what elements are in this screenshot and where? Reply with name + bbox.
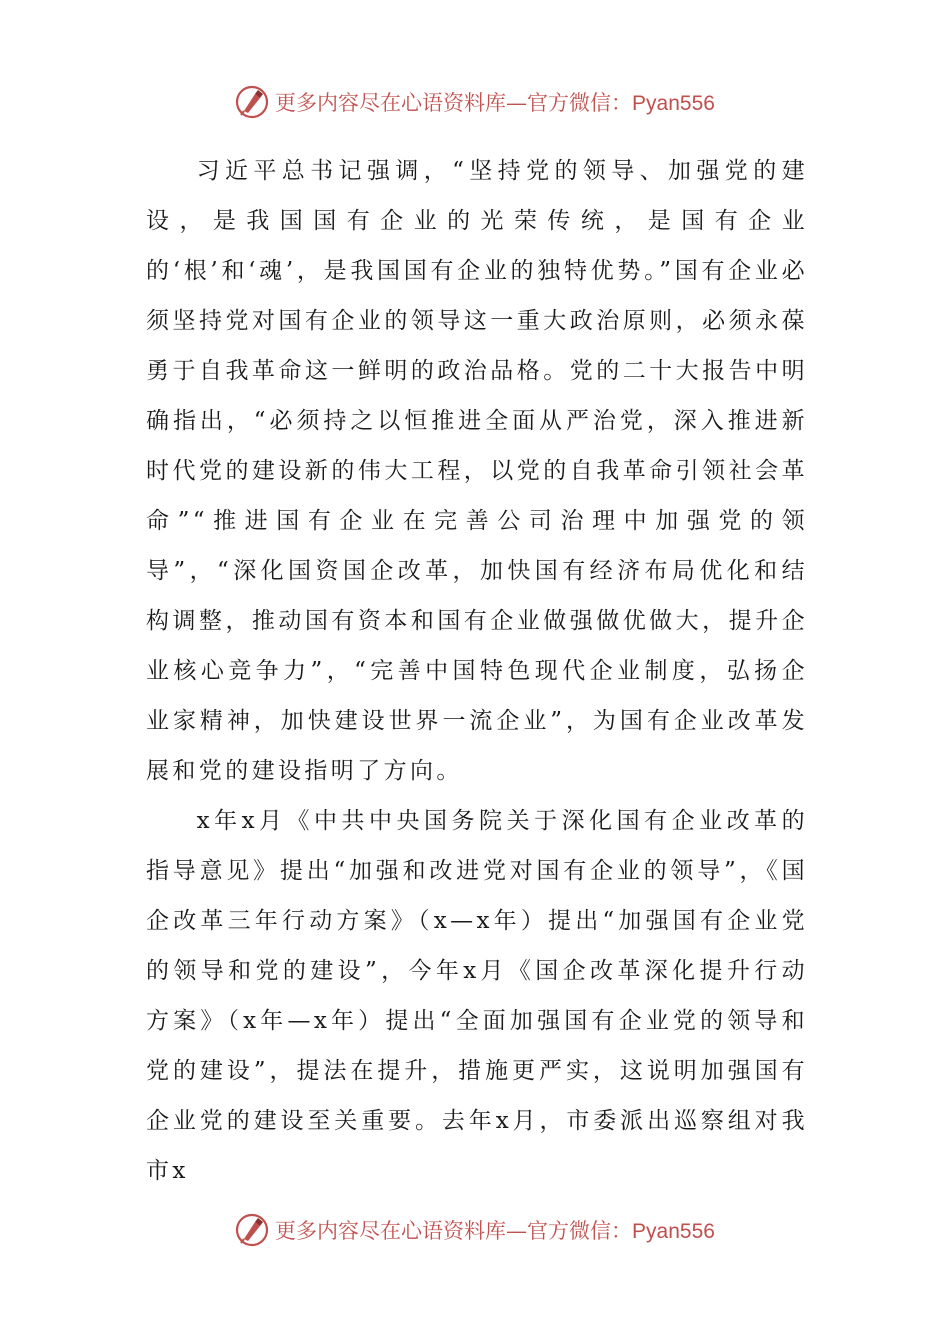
banner-text (275, 87, 715, 117)
banner-wechat-id: Pyan556 (632, 1220, 715, 1243)
pen-nib-logo-icon (235, 85, 269, 119)
banner-text (275, 1215, 715, 1245)
document-body (146, 146, 808, 1196)
pen-nib-logo-icon (235, 1213, 269, 1247)
banner-text-cn: 更多内容尽在心语资料库—官方微信： (275, 1219, 633, 1243)
paragraph-2: x年x月《中共中央国务院关于深化国有企业改革的指导意见》提出“加强和改进党对国有企业的领导”，《国企改革三年行动方案》（x—x年）提出“加强国有企业党的领导和党的建设”，今年x月《国企改革深化提升行动方案》（x年—x年）提出“全面加强国有企业党的领导和党的建设”，提法在提升，措施更严实，这说明加强国有企业党的建设至关重要。去年x月，市委派出巡察组对我市x (146, 808, 808, 1184)
footer-banner (0, 1210, 950, 1250)
header-banner (0, 82, 950, 122)
paragraph-1: 习近平总书记强调，“坚持党的领导、加强党的建设，是我国国有企业的光荣传统，是国有企业的‘根’和‘魂’，是我国国有企业的独特优势。”国有企业必须坚持党对国有企业的领导这一重大政治原则，必须永葆勇于自我革命这一鲜明的政治品格。党的二十大报告中明确指出，“必须持之以恒推进全面从严治党，深入推进新时代党的建设新的伟大工程，以党的自我革命引领社会革命”“推进国有企业在完善公司治理中加强党的领导”，“深化国资国企改革，加快国有经济布局优化和结构调整，推动国有资本和国有企业做强做优做大，提升企业核心竞争力”，“完善中国特色现代企业制度，弘扬企业家精神，加快建设世界一流企业”，为国有企业改革发展和党的建设指明了方向。 (146, 158, 808, 784)
banner-wechat-id: Pyan556 (632, 92, 715, 115)
banner-text-cn: 更多内容尽在心语资料库—官方微信： (275, 91, 633, 115)
